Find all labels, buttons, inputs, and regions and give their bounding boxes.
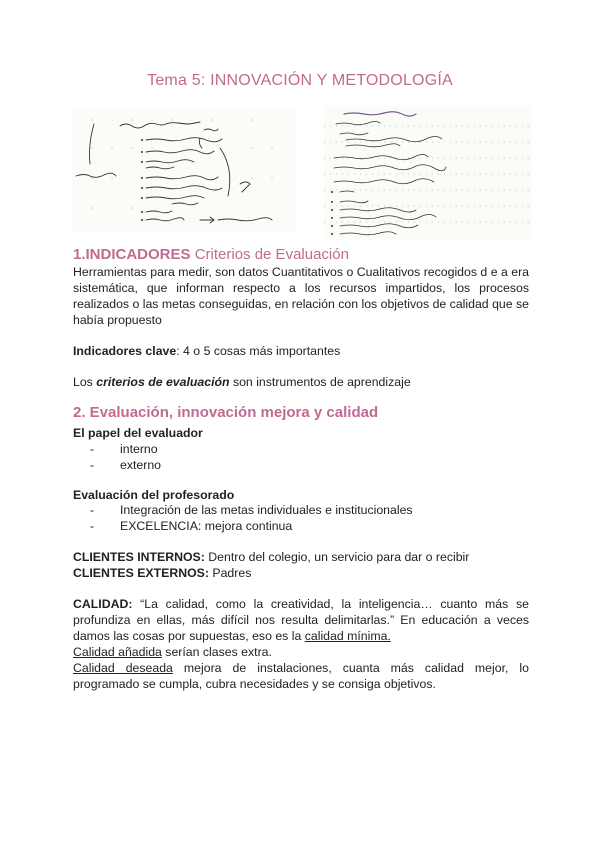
criteria-bold-text: criterios de evaluación xyxy=(96,375,230,389)
section-1-heading xyxy=(73,246,349,263)
list-item xyxy=(90,457,529,473)
criteria-suffix: son instrumentos de aprendizaje xyxy=(229,375,411,389)
list-item-text: interno xyxy=(120,442,158,456)
handwritten-notes-sketch xyxy=(72,108,296,231)
list-item xyxy=(90,441,529,457)
key-indicators-label: Indicadores clave xyxy=(73,344,177,358)
criteria-prefix: Los xyxy=(73,375,97,389)
section-1-number: 1.INDICADORES xyxy=(73,246,191,263)
indicators-definition: Herramientas para medir, son datos Cuantitativos o Cualitativos recogidos d e a era sistemática, que informan respecto a los recursos impartidos, los procesos realizados o las metas conseguidas, en relación con los objetivos de calidad que se había propuesto xyxy=(73,265,529,327)
section-2-heading: 2. Evaluación, innovación mejora y calidad xyxy=(73,404,379,421)
internal-clients-text: Dentro del colegio, un servicio para dar o recibir xyxy=(204,550,470,564)
added-quality-line xyxy=(73,644,529,660)
internal-clients-line xyxy=(73,549,529,565)
list-dash: - xyxy=(90,503,95,517)
handwritten-list-sketch xyxy=(324,106,532,240)
list-item-text: externo xyxy=(120,458,162,472)
list-dash: - xyxy=(90,519,95,533)
quality-label: CALIDAD: xyxy=(73,597,133,611)
list-item-text: EXCELENCIA: mejora continua xyxy=(120,519,293,533)
quality-text: “La calidad, como la creatividad, la inteligencia… cuanto más se profundiza en ellas, más difícil nos resulta delimitarlas.” En educación a veces damos las cosas por supuestas, eso es la xyxy=(73,597,529,643)
external-clients-line xyxy=(73,565,529,581)
desired-quality-paragraph xyxy=(73,660,529,692)
key-indicators-line xyxy=(73,343,529,359)
desired-quality-term: Calidad deseada xyxy=(73,661,173,675)
external-clients-text: Padres xyxy=(208,566,252,580)
professor-eval-list xyxy=(73,502,529,534)
desired-quality-text: mejora de instalaciones, cuanta más calidad mejor, lo programado se cumpla, cubra necesidades y se consiga objetivos. xyxy=(73,661,529,691)
external-clients-label: CLIENTES EXTERNOS: xyxy=(73,566,209,580)
key-indicators-text: : 4 o 5 cosas más importantes xyxy=(176,344,341,358)
section-1-subtitle: Criterios de Evaluación xyxy=(190,246,349,263)
list-dash: - xyxy=(90,442,95,456)
list-item xyxy=(90,502,529,518)
added-quality-text: serían clases extra. xyxy=(161,645,272,659)
page-title: Tema 5: INNOVACIÓN Y METODOLOGÍA xyxy=(147,72,453,89)
evaluator-heading: El papel del evaluador xyxy=(73,426,203,440)
criteria-line xyxy=(73,374,529,390)
handwritten-notes-image-left xyxy=(72,108,296,231)
minimum-quality-term: calidad mínima. xyxy=(304,629,391,643)
list-item xyxy=(90,518,529,534)
added-quality-term: Calidad añadida xyxy=(73,645,162,659)
list-dash: - xyxy=(90,458,95,472)
internal-clients-label: CLIENTES INTERNOS: xyxy=(73,550,205,564)
professor-eval-heading: Evaluación del profesorado xyxy=(73,488,235,502)
list-item-text: Integración de las metas individuales e institucionales xyxy=(120,503,413,517)
handwritten-notes-image-right xyxy=(324,106,532,240)
quality-paragraph xyxy=(73,596,529,644)
evaluator-list xyxy=(73,441,529,473)
